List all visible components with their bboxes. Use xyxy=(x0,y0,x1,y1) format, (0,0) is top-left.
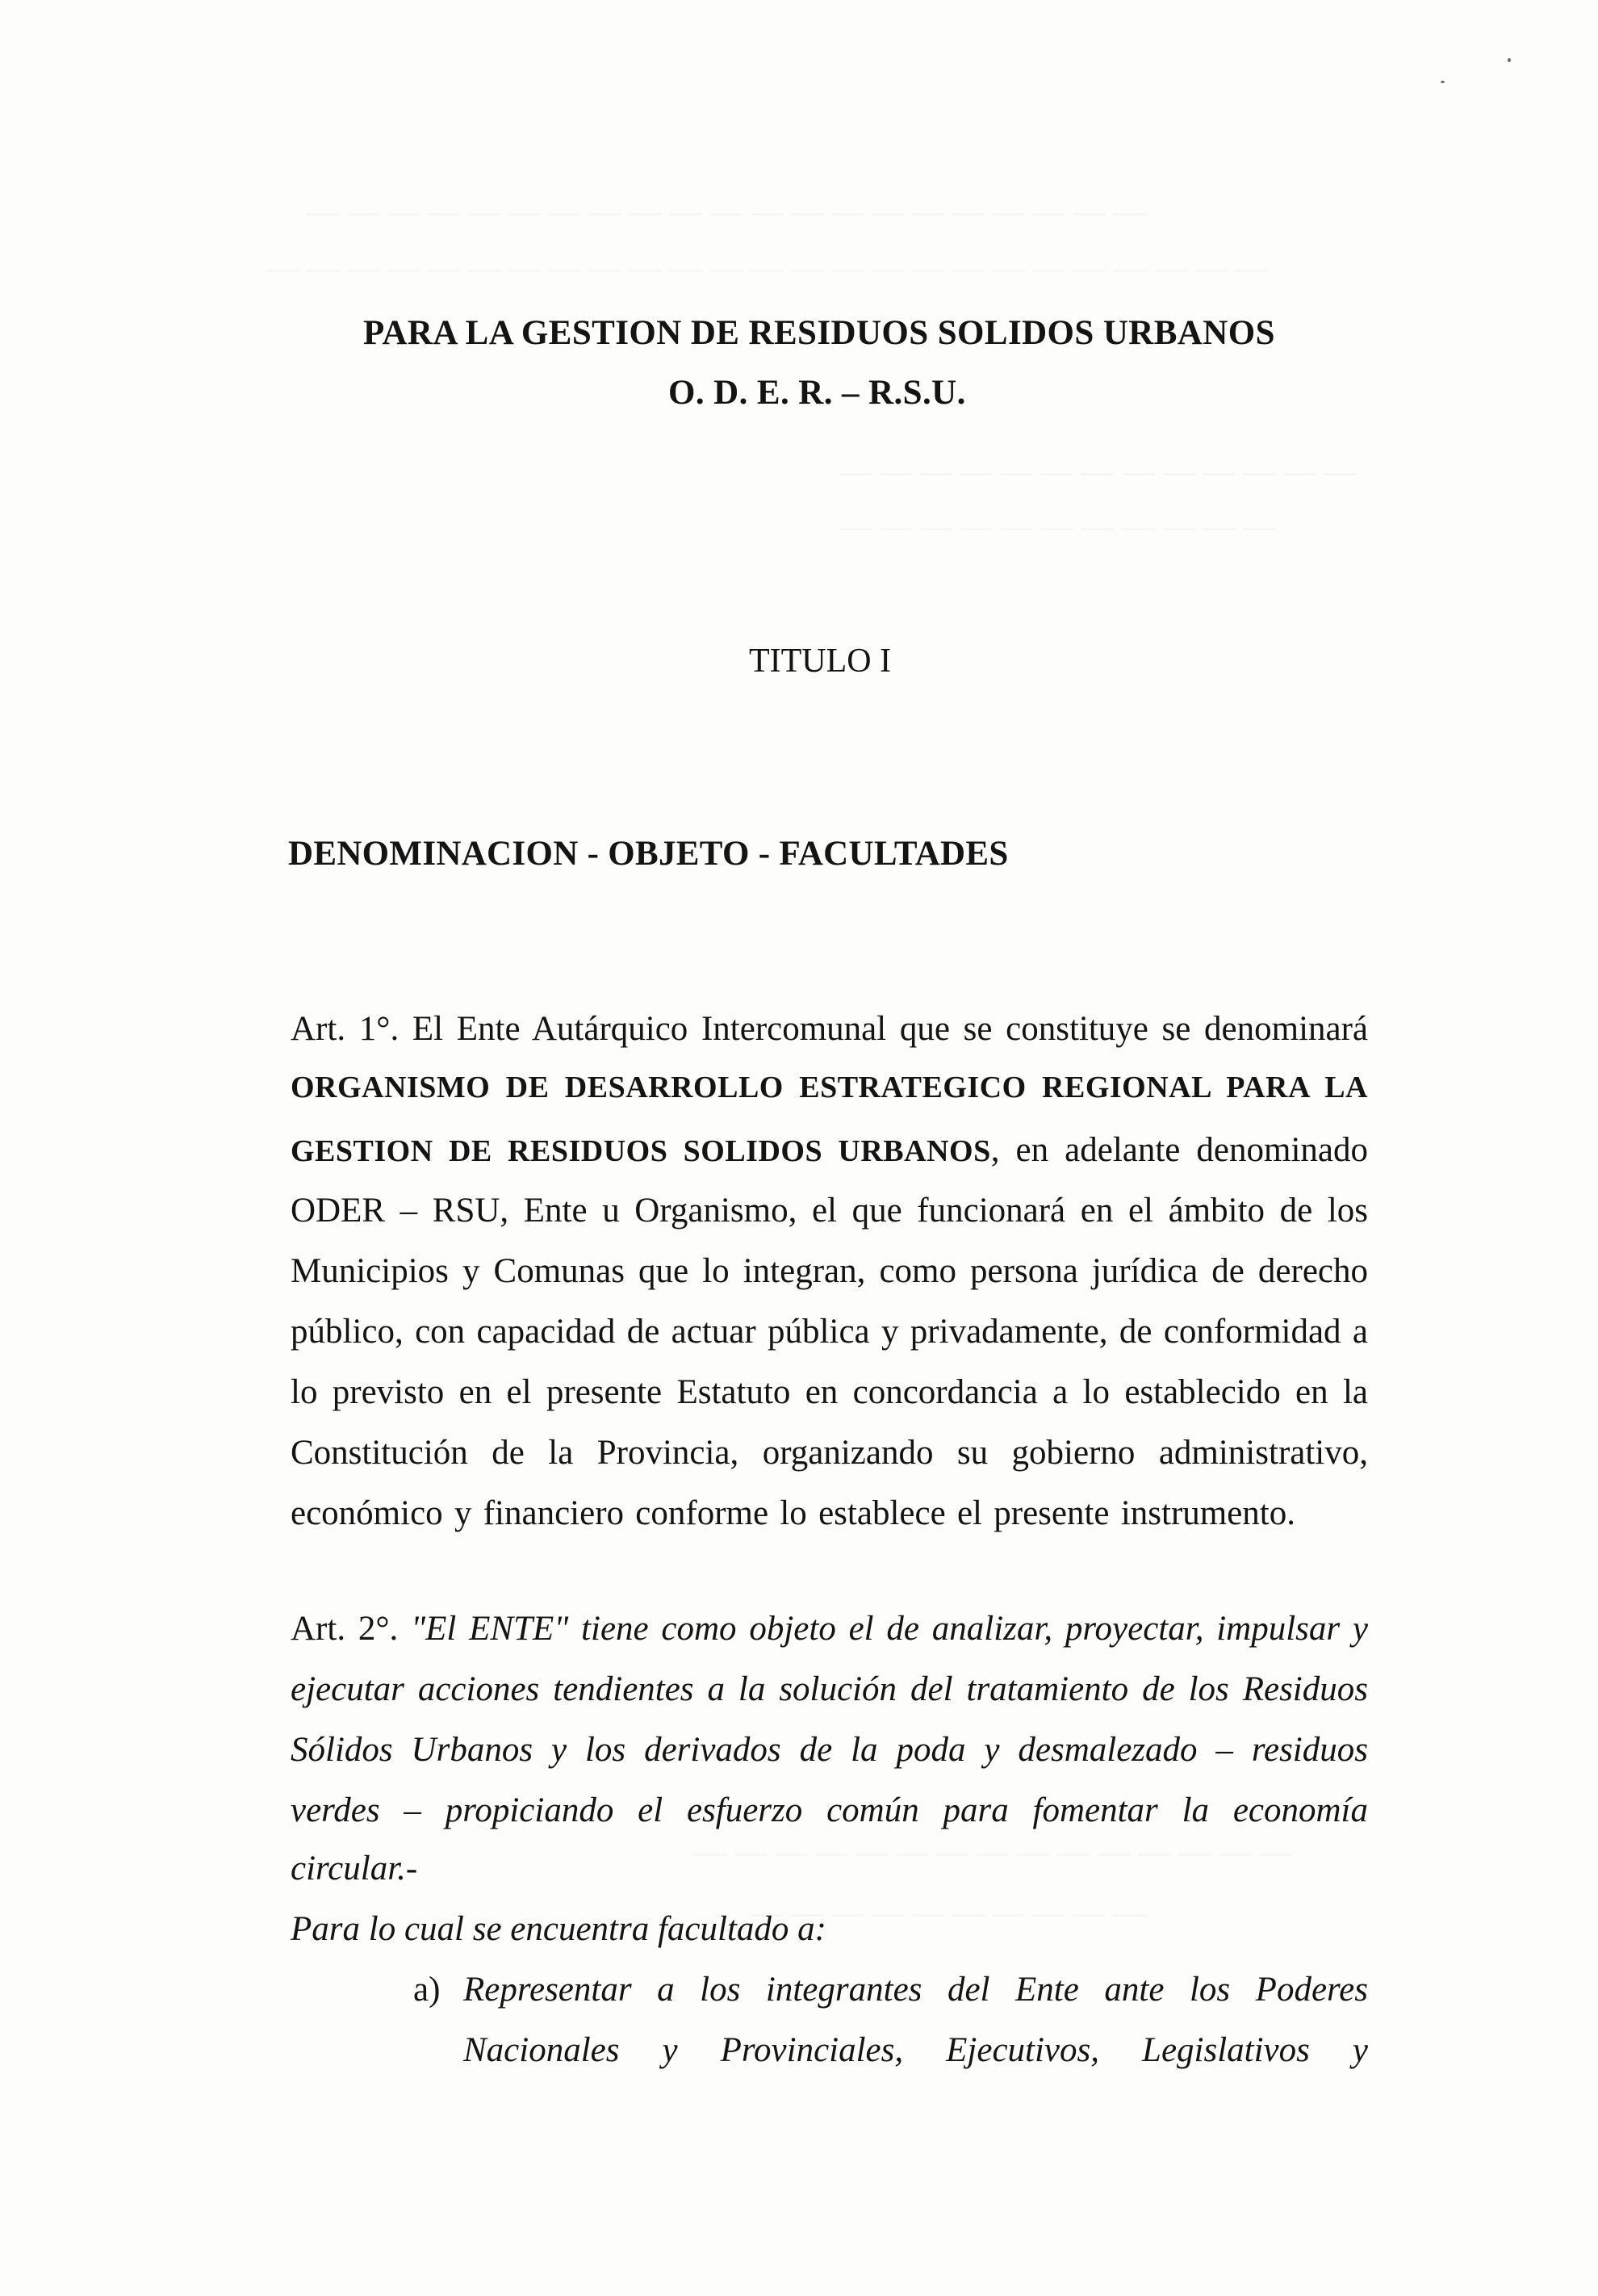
article-2-line: Sólidos Urbanos y los derivados de la poda y desmalezado – residuos xyxy=(291,1731,1368,1769)
article-2-line: Para lo cual se encuentra facultado a: xyxy=(291,1910,826,1948)
article-2-line: circular.- xyxy=(291,1850,418,1887)
title-heading: TITULO I xyxy=(749,643,892,680)
article-1-line: GESTION DE RESIDUOS SOLIDOS URBANOS, en adelante denominado xyxy=(291,1131,1369,1169)
article-1-line: Municipios y Comunas que lo integran, como persona jurídica de derecho xyxy=(291,1252,1368,1290)
article-1-line: ODER – RSU, Ente u Organismo, el que funcionará en el ámbito de los xyxy=(291,1192,1368,1230)
article-1-line: lo previsto en el presente Estatuto en concordancia a lo establecido en la xyxy=(291,1373,1368,1411)
organism-name-line-2: GESTION DE RESIDUOS SOLIDOS URBANOS xyxy=(291,1134,991,1168)
section-heading: DENOMINACION - OBJETO - FACULTADES xyxy=(288,835,1009,873)
bleed-through-text xyxy=(839,452,1356,490)
scan-speck xyxy=(1441,81,1445,83)
header-line-1: PARA LA GESTION DE RESIDUOS SOLIDOS URBANOS xyxy=(363,314,1275,352)
header-line-2: O. D. E. R. – R.S.U. xyxy=(668,374,966,412)
article-2-line: Art. 2°. "El ENTE" tiene como objeto el de analizar, proyectar, impulsar y xyxy=(291,1610,1368,1648)
article-1-line: público, con capacidad de actuar pública y privadamente, de conformidad a xyxy=(291,1313,1368,1351)
article-2-line: verdes – propiciando el esfuerzo común para fomentar la economía xyxy=(291,1791,1368,1829)
list-item-marker: a) xyxy=(413,1971,441,2009)
article-1-line: Constitución de la Provincia, organizando su gobierno administrativo, xyxy=(291,1434,1368,1472)
scan-speck xyxy=(1508,58,1511,62)
bleed-through-text xyxy=(839,507,1275,545)
article-2-line: ejecutar acciones tendientes a la solución del tratamiento de los Residuos xyxy=(291,1670,1368,1708)
article-1-line: Art. 1°. El Ente Autárquico Intercomunal que se constituye se denominará xyxy=(291,1010,1369,1048)
list-item-line: Representar a los integrantes del Ente ante los Poderes xyxy=(463,1971,1368,2009)
article-1-line: económico y financiero conforme lo establece el presente instrumento. xyxy=(291,1494,1295,1532)
article-2-lead: Art. 2°. xyxy=(291,1610,399,1648)
article-1-lead: Art. 1°. xyxy=(291,1010,400,1048)
bleed-through-text xyxy=(266,249,1267,287)
bleed-through-text xyxy=(307,192,1146,230)
list-item-line: Nacionales y Provinciales, Ejecutivos, Legislativos y xyxy=(463,2031,1368,2069)
organism-name-line-1: ORGANISMO DE DESARROLLO ESTRATEGICO REGIONAL PARA LA xyxy=(291,1070,1368,1104)
